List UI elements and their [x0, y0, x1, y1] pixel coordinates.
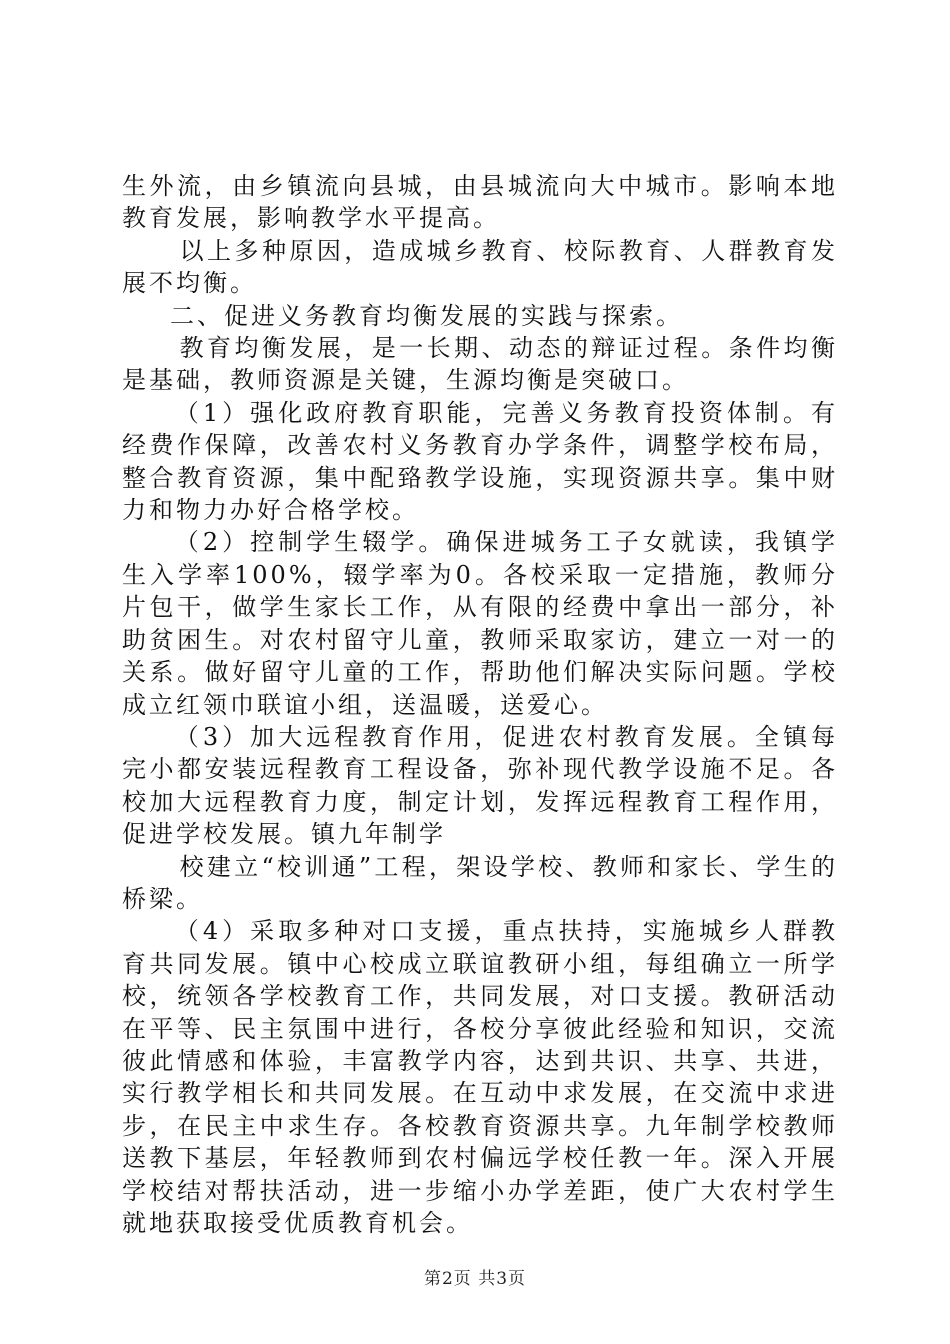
- paragraph-item-4: （4）采取多种对口支援，重点扶持，实施城乡人群教育共同发展。镇中心校成立联谊教研小组，每组确立一所学校，统领各学校教育工作，共同发展，对口支援。教研活动在平等、民主氛围中进行，各校分享彼此经验和知识，交流彼此情感和体验，丰富教学内容，达到共识、共享、共进，实行教学相长和共同发展。在互动中求发展，在交流中求进步，在民主中求生存。各校教育资源共享。九年制学校教师送教下基层，年轻教师到农村偏远学校任教一年。深入开展学校结对帮扶活动，进一步缩小办学差距，使广大农村学生就地获取接受优质教育机会。: [122, 917, 838, 1237]
- document-body: [122, 170, 838, 1239]
- page-number-footer: 第2页 共3页: [423, 1269, 527, 1289]
- paragraph-item-3: （3）加大远程教育作用，促进农村教育发展。全镇每完小都安装远程教育工程设备，弥补现代教学设施不足。各校加大远程教育力度，制定计划，发挥远程教育工程作用，促进学校发展。镇九年制学: [122, 722, 838, 849]
- paragraph-summary: 以上多种原因，造成城乡教育、校际教育、人群教育发展不均衡。: [122, 236, 838, 298]
- paragraph-item-1: （1）强化政府教育职能，完善义务教育投资体制。有经费作保障，改善农村义务教育办学条件，调整学校布局，整合教育资源，集中配臵教学设施，实现资源共享。集中财力和物力办好合格学校。: [122, 398, 838, 525]
- paragraph-item-3-continued: 校建立“校训通”工程，架设学校、教师和家长、学生的桥梁。: [122, 852, 838, 913]
- paragraph-continuation: 生外流，由乡镇流向县城，由县城流向大中城市。影响本地教育发展，影响教学水平提高。: [122, 172, 838, 233]
- paragraph-item-2: （2）控制学生辍学。确保进城务工子女就读，我镇学生入学率100%，辍学率为0。各校采取一定措施，教师分片包干，做学生家长工作，从有限的经费中拿出一部分，补助贫困生。对农村留守儿童，教师采取家访，建立一对一的关系。做好留守儿童的工作，帮助他们解决实际问题。学校成立红领巾联谊小组，送温暖，送爱心。: [122, 528, 838, 719]
- paragraph-intro: 教育均衡发展，是一长期、动态的辩证过程。条件均衡是基础，教师资源是关键，生源均衡是突破口。: [122, 334, 838, 395]
- section-heading: 二、促进义务教育均衡发展的实践与探索。: [170, 301, 683, 330]
